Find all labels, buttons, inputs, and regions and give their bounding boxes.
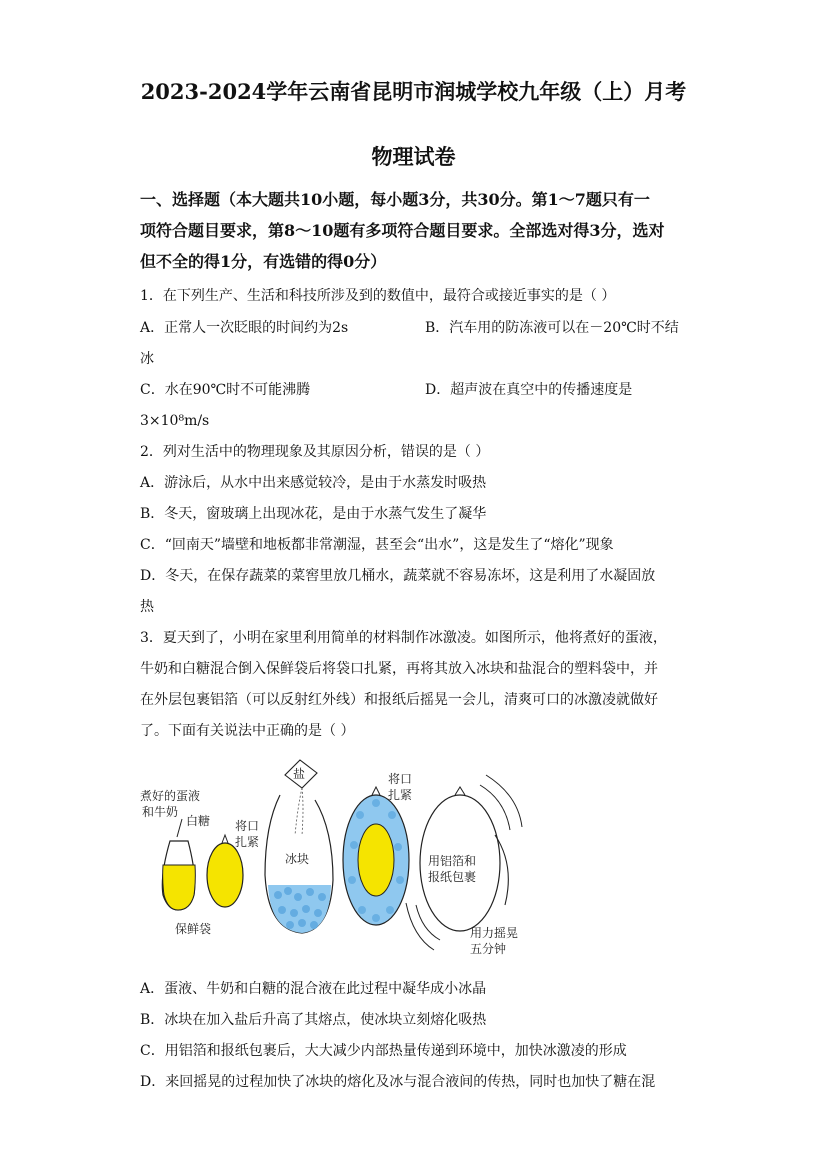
label-sugar: 白糖 xyxy=(186,814,211,828)
ice-cream-figure xyxy=(130,755,550,965)
q1-option-d-cont: 3×10⁸m/s xyxy=(140,413,210,429)
exam-title-line2: 物理试卷 xyxy=(371,144,456,169)
label-tie-2: 扎紧 xyxy=(235,835,260,849)
tied-mixture-bag xyxy=(207,843,243,907)
q1-stem: 1．在下列生产、生活和科技所涉及到的数值中，最符合或接近事实的是（ ） xyxy=(140,288,616,304)
q2-option-c: C．“回南天”墙壁和地板都非常潮湿，甚至会“出水”，这是发生了“熔化”现象 xyxy=(140,537,614,553)
label-eggmilk-1: 煮好的蛋液 xyxy=(140,789,201,803)
label-wrap-2: 报纸包裹 xyxy=(428,870,477,884)
label-ice: 冰块 xyxy=(285,852,310,866)
q3-option-b: B．冰块在加入盐后升高了其熔点，使冰块立刻熔化吸热 xyxy=(140,1012,487,1028)
q3-option-a: A．蛋液、牛奶和白糖的混合液在此过程中凝华成小冰晶 xyxy=(140,981,487,997)
label-shake-1: 用力摇晃 xyxy=(470,926,519,940)
label-eggmilk-2: 和牛奶 xyxy=(142,805,179,819)
q3-stem-line2: 牛奶和白糖混合倒入保鲜袋后将袋口扎紧，再将其放入冰块和盐混合的塑料袋中，并 xyxy=(140,661,658,677)
exam-title-line1: 2023-2024学年云南省昆明市润城学校九年级（上）月考 xyxy=(140,79,687,104)
q2-stem: 2．列对生活中的物理现象及其原因分析，错误的是（ ） xyxy=(140,444,490,460)
q3-stem-line1: 3．夏天到了，小明在家里利用简单的材料制作冰激凌。如图所示，他将煮好的蛋液， xyxy=(140,630,667,646)
q2-option-d: D．冬天，在保存蔬菜的菜窖里放几桶水，蔬菜就不容易冻坏，这是利用了水凝固放 xyxy=(140,568,656,584)
q2-option-b: B．冬天，窗玻璃上出现冰花，是由于水蒸气发生了凝华 xyxy=(140,506,487,522)
q3-stem-line3: 在外层包裹铝箔（可以反射红外线）和报纸后摇晃一会儿，清爽可口的冰激凌就做好 xyxy=(140,692,658,708)
label-bag: 保鲜袋 xyxy=(175,922,212,936)
q1-option-b-cont: 冰 xyxy=(140,351,154,367)
q1-option-d: D．超声波在真空中的传播速度是 xyxy=(425,382,633,398)
q2-option-d-cont: 热 xyxy=(140,599,154,615)
q3-option-d: D．来回摇晃的过程加快了冰块的熔化及冰与混合液间的传热，同时也加快了糖在混 xyxy=(140,1074,656,1090)
q2-option-a: A．游泳后，从水中出来感觉较冷，是由于水蒸发时吸热 xyxy=(140,475,487,491)
label-shake-2: 五分钟 xyxy=(470,942,507,956)
section-heading-line3: 但不全的得1分，有选错的得0分） xyxy=(140,252,387,271)
q1-option-b: B．汽车用的防冻液可以在－20℃时不结 xyxy=(425,320,679,336)
section-heading-line2: 项符合题目要求，第8～10题有多项符合题目要求。全部选对得3分，选对 xyxy=(140,221,665,240)
label-tie-3: 将口 xyxy=(388,772,413,786)
label-salt: 盐 xyxy=(293,767,306,781)
section-heading-line1: 一、选择题（本大题共10小题，每小题3分，共30分。第1～7题只有一 xyxy=(140,190,650,209)
q1-option-a: A．正常人一次眨眼的时间约为2s xyxy=(140,320,349,336)
q3-option-c: C．用铝箔和报纸包裹后，大大减少内部热量传递到环境中，加快冰激凌的形成 xyxy=(140,1043,627,1059)
label-tie-1: 将口 xyxy=(235,819,260,833)
mixture-liquid xyxy=(163,865,196,910)
label-tie-4: 扎紧 xyxy=(388,788,413,802)
label-wrap-1: 用铝箔和 xyxy=(428,854,477,868)
q3-stem-line4: 了。下面有关说法中正确的是（ ） xyxy=(140,723,355,739)
q1-option-c: C．水在90℃时不可能沸腾 xyxy=(140,382,311,398)
inner-mixture-bag xyxy=(358,824,394,896)
